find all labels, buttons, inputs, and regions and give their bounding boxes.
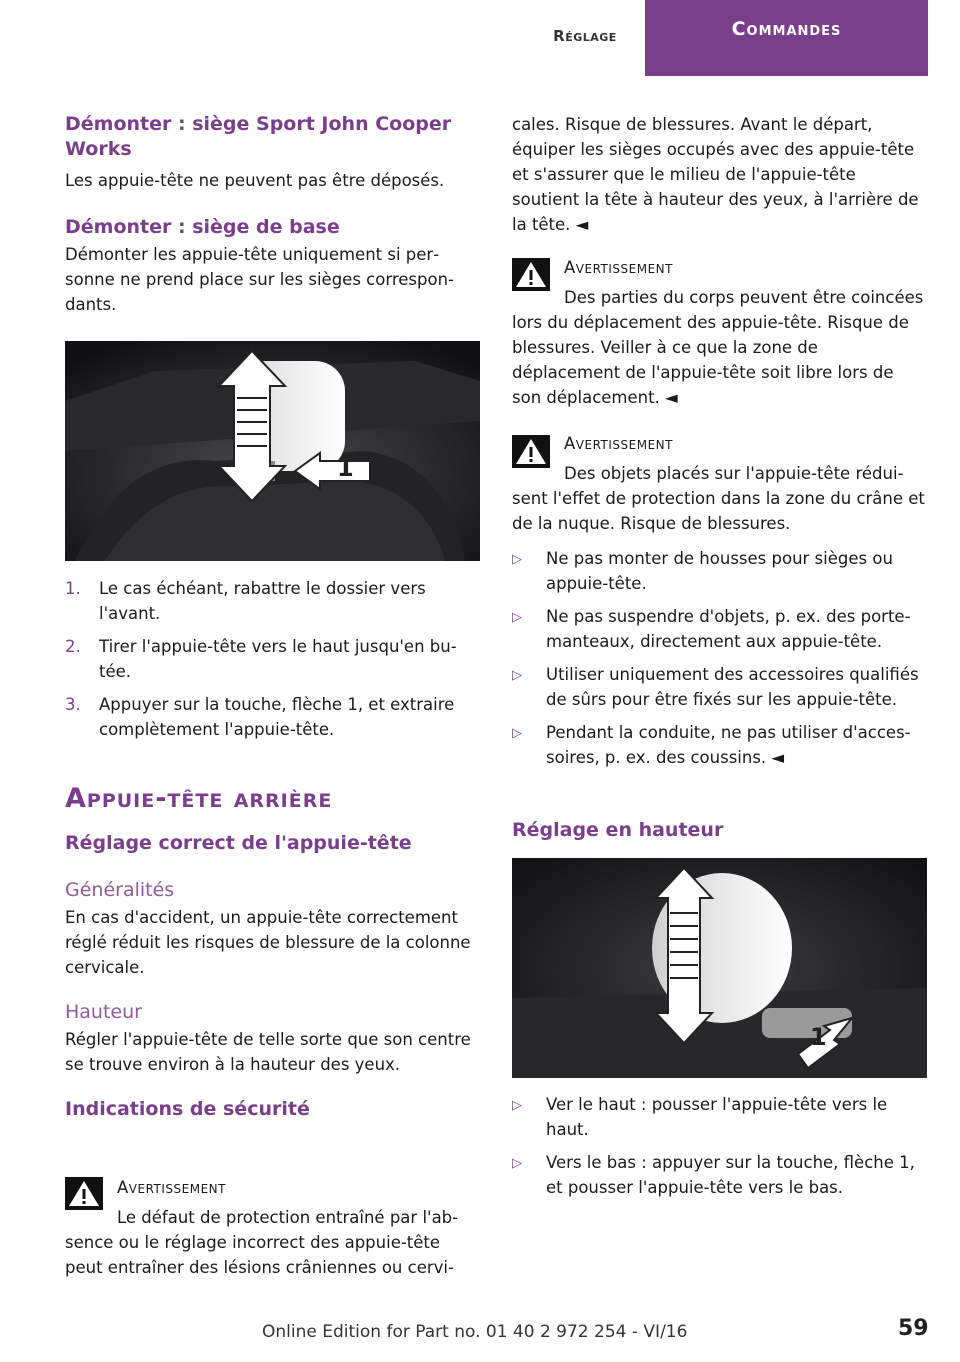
warning-title: Avertissement [564,258,673,277]
list-item [512,662,927,712]
warning-title: Avertissement [564,434,673,453]
heading-sport: Démonter : siège Sport John Cooper Works [65,113,452,160]
photo-front-headrest [65,341,480,561]
step-text: Appuyer sur la touche, flèche 1, et extraire complètement l'appuie-tête. [99,695,455,739]
right-height-heading [512,818,927,843]
page-number: 59 [898,1316,929,1341]
tab-commandes-label: Commandes [731,18,842,40]
list-item-text: Ver le haut : pousser l'appuie-tête vers le haut. [546,1095,888,1139]
bullet-icon: ▷ [512,668,522,683]
warning-3 [512,431,927,536]
photo-label-1: 1 [810,1023,827,1051]
left-column [65,112,480,317]
list-item-text: Utiliser uniquement des accessoires qualifiés de sûrs pour être fixés sur les appuie-tête. [546,665,919,709]
warning-2 [512,255,927,410]
list-item [512,604,927,654]
photo-label-1: 1 [337,454,354,482]
list-item-text: Ne pas monter de housses pour sièges ou appuie-tête. [546,549,893,593]
left-steps [65,576,480,742]
tab-reglage[interactable]: Réglage [553,27,617,45]
photo-rear-headrest [512,858,927,1078]
warning-text: Le défaut de protection entraîné par l'absence ou le réglage incorrect des appuie-tête peut entraîner des lésions crâniennes ou cervi- [65,1208,459,1277]
tab-commandes[interactable] [645,0,928,76]
step-number: 1. [65,579,81,598]
step-item [65,576,480,626]
text-base: Démonter les appuie-tête uniquement si personne ne prend place sur les sièges correspondants. [65,245,454,314]
right-column [512,112,927,237]
text-general: En cas d'accident, un appuie-tête correctement réglé réduit les risques de blessure de la colonne cervicale. [65,908,471,977]
step-text: Le cas échéant, rabattre le dossier vers l'avant. [99,579,426,623]
heading-rear-headrest: Appuie-tête arrière [65,783,333,814]
left-rear-section [65,783,480,1122]
warning-title: Avertissement [117,1178,226,1197]
list-item-text: Vers le bas : appuyer sur la touche, flèche 1, et pousser l'appuie-tête vers le bas. [546,1153,915,1197]
list-item [512,1150,927,1200]
list-item [512,720,927,770]
heading-hauteur: Hauteur [65,1001,142,1023]
heading-height-adjust: Réglage en hauteur [512,819,724,841]
bullet-icon: ▷ [512,1156,522,1171]
list-item-text: Ne pas suspendre d'objets, p. ex. des portemanteaux, directement aux appuie-tête. [546,607,911,651]
step-number: 2. [65,637,81,656]
step-text: Tirer l'appuie-tête vers le haut jusqu'en butée. [99,637,457,681]
right-bullets-2 [512,1092,927,1200]
heading-general: Généralités [65,879,175,901]
heading-base: Démonter : siège de base [65,216,340,238]
step-item [65,692,480,742]
heading-safety: Indications de sécurité [65,1098,310,1120]
bullet-icon: ▷ [512,552,522,567]
list-item [512,1092,927,1142]
footer-edition: Online Edition for Part no. 01 40 2 972 254 - VI/16 [262,1322,688,1342]
text-hauteur: Régler l'appuie-tête de telle sorte que son centre se trouve environ à la hauteur des yeux. [65,1030,471,1074]
bullet-icon: ▷ [512,726,522,741]
bullet-icon: ▷ [512,610,522,625]
text-sport: Les appuie-tête ne peuvent pas être déposés. [65,171,445,190]
step-number: 3. [65,695,81,714]
list-item [512,546,927,596]
warning-text: Des objets placés sur l'appuie-tête réduisent l'effet de protection dans la zone du crâne et de la nuque. Risque de blessures. [512,464,925,533]
bullet-icon: ▷ [512,1098,522,1113]
warning-text: Des parties du corps peuvent être coincées lors du déplacement des appuie-tête. Risque de blessures. Veiller à ce que la zone de déplacement de l'appuie-tête soit libre lors de son déplacement. ◄ [512,288,924,407]
right-bullets [512,546,927,770]
text-continued: cales. Risque de blessures. Avant le départ, équiper les sièges occupés avec des appuie-tête et s'assurer que le milieu de l'appuie-tête soutient la tête à hauteur des yeux, à l'arrière de la tête. ◄ [512,115,919,234]
step-item [65,634,480,684]
heading-correct: Réglage correct de l'appuie-tête [65,832,412,854]
warning-1 [65,1175,480,1280]
list-item-text: Pendant la conduite, ne pas utiliser d'accessoires, p. ex. des coussins. ◄ [546,723,911,767]
